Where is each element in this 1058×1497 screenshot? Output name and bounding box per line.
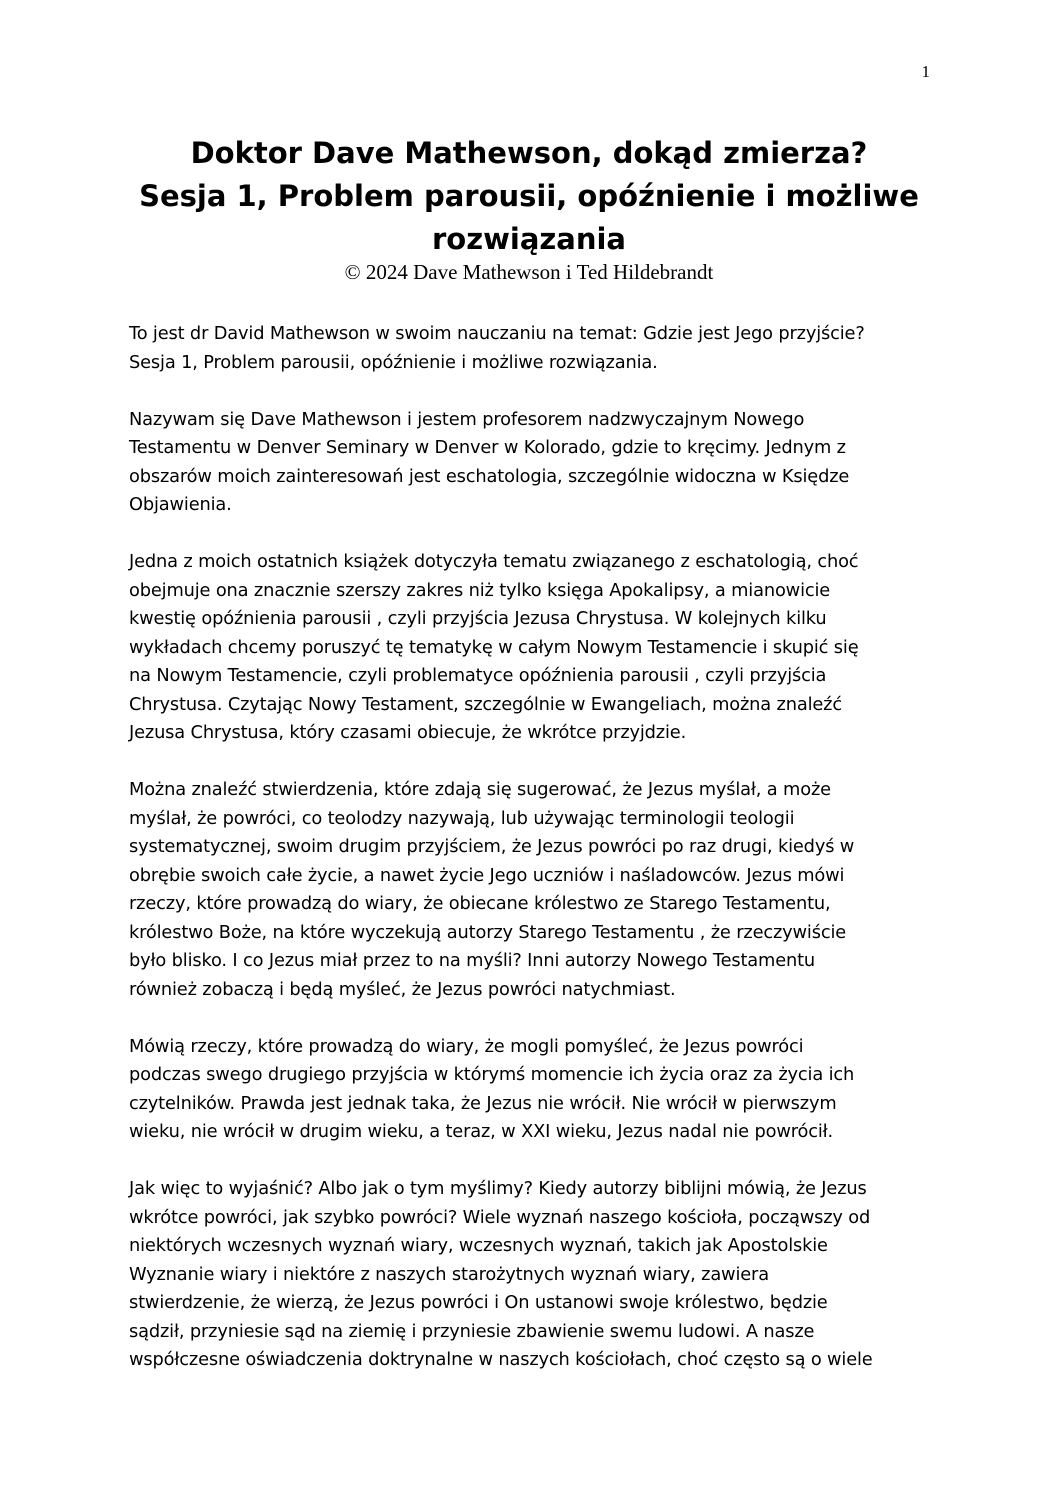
text-line: wkrótce powróci, jak szybko powróci? Wiele wyznań naszego kościoła, począwszy od [129,1206,871,1228]
text-line: na Nowym Testamencie, czyli problematyce opóźnienia parousii , czyli przyjścia [129,665,827,686]
text-line: rzeczy, które prowadzą do wiary, że obiecane królestwo ze Starego Testamentu, [129,893,831,914]
paragraph [129,320,944,377]
text-line: współczesne oświadczenia doktrynalne w naszych kościołach, choć często są o wiele [129,1349,873,1370]
text-line: stwierdzenie, że wierzą, że Jezus powróci i On ustanowi swoje królestwo, będzie [129,1292,828,1313]
text-line: Objawienia. [129,494,232,515]
title-line: rozwiązania [431,222,626,256]
title-line: Sesja 1, Problem parousii, opóźnienie i możliwe [139,179,919,213]
text-line: czytelników. Prawda jest jednak taka, że Jezus nie wrócił. Nie wrócił w pierwszym [129,1092,837,1114]
page-number: 1 [921,62,930,81]
title-line: Doktor Dave Mathewson, dokąd zmierza? [190,136,868,170]
paragraph [129,1175,944,1375]
text-line: sądził, przyniesie sąd na ziemię i przyniesie zbawienie swemu ludowi. A nasze [129,1320,815,1342]
text-line: Testamentu w Denver Seminary w Denver w Kolorado, gdzie to kręcimy. Jednym z [129,437,846,458]
text-line: obszarów moich zainteresowań jest eschatologia, szczególnie widoczna w Księdze [129,465,850,487]
text-line: Mówią rzeczy, które prowadzą do wiary, że mogli pomyśleć, że Jezus powróci [129,1035,804,1057]
paragraph [129,406,944,520]
text-line: wieku, nie wrócił w drugim wieku, a teraz, w XXI wieku, Jezus nadal nie powrócił. [129,1121,834,1142]
text-line: Jedna z moich ostatnich książek dotyczyła tematu związanego z eschatologią, choć [129,551,859,572]
text-line: Wyznanie wiary i niektóre z naszych starożytnych wyznań wiary, zawiera [129,1263,769,1285]
text-line: Sesja 1, Problem parousii, opóźnienie i możliwe rozwiązania. [129,351,658,373]
document-body [129,320,944,1403]
document-title [100,132,958,261]
copyright-notice: © 2024 Dave Mathewson i Ted Hildebrandt [344,260,714,284]
paragraph [129,1033,944,1147]
text-line: królestwo Boże, na które wyczekują autorzy Starego Testamentu , że rzeczywiście [129,921,847,943]
text-line: myślał, że powróci, co teolodzy nazywają, lub używając terminologii teologii [129,807,795,829]
text-line: kwestię opóźnienia parousii , czyli przyjścia Jezusa Chrystusa. W kolejnych kilku [129,608,827,629]
text-line: było blisko. I co Jezus miał przez to na myśli? Inni autorzy Nowego Testamentu [129,950,816,971]
text-line: To jest dr David Mathewson w swoim nauczaniu na temat: Gdzie jest Jego przyjście? [129,323,865,344]
text-line: Nazywam się Dave Mathewson i jestem profesorem nadzwyczajnym Nowego [129,408,805,430]
paragraph [129,548,944,748]
text-line: Można znaleźć stwierdzenia, które zdają się sugerować, że Jezus myślał, a może [129,779,831,800]
text-line: wykładach chcemy poruszyć tę tematykę w całym Nowym Testamencie i skupić się [129,636,859,658]
text-line: Chrystusa. Czytając Nowy Testament, szczególnie w Ewangeliach, można znaleźć [129,693,842,715]
text-line: systematycznej, swoim drugim przyjściem, że Jezus powróci po raz drugi, kiedyś w [129,836,855,857]
text-line: obejmuje ona znacznie szerszy zakres niż tylko księga Apokalipsy, a mianowicie [129,579,831,601]
text-line: również zobaczą i będą myśleć, że Jezus powróci natychmiast. [129,978,676,1000]
text-line: podczas swego drugiego przyjścia w którymś momencie ich życia oraz za życia ich [129,1064,855,1085]
paragraph [129,776,944,1004]
text-line: niektórych wczesnych wyznań wiary, wczesnych wyznań, takich jak Apostolskie [129,1235,828,1256]
text-line: Jezusa Chrystusa, który czasami obiecuje, że wkrótce przyjdzie. [129,722,687,743]
text-line: obrębie swoich całe życie, a nawet życie Jego uczniów i naśladowców. Jezus mówi [129,864,845,886]
title-block [100,132,958,285]
text-line: Jak więc to wyjaśnić? Albo jak o tym myślimy? Kiedy autorzy biblijni mówią, że Jezus [129,1178,867,1199]
